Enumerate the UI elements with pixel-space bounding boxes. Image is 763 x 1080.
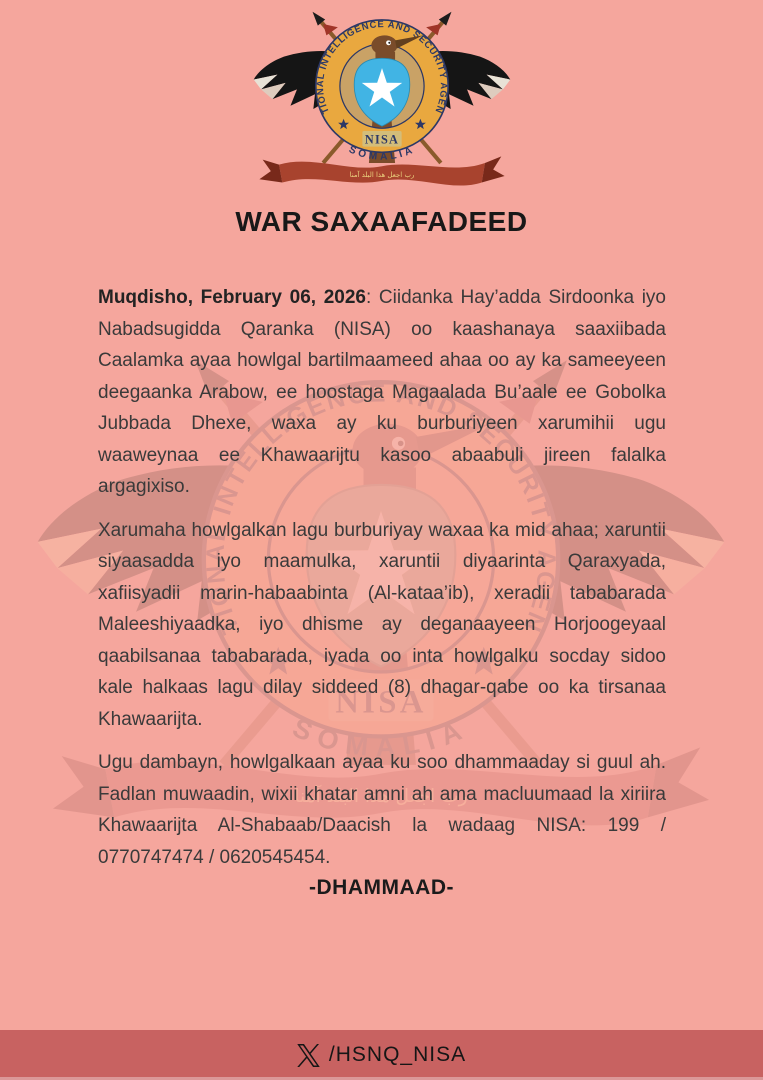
press-release-body (98, 282, 666, 885)
social-handle: /HSNQ_NISA (328, 1043, 467, 1066)
end-mark: -DHAMMAAD- (309, 876, 454, 899)
x-logo-icon (297, 1044, 320, 1067)
nisa-logo (251, 6, 513, 194)
page-title: WAR SAXAAFADEED (235, 206, 528, 237)
press-release-paragraph-1 (98, 282, 666, 503)
footer-bar (0, 1030, 763, 1080)
press-release-paragraph-2: Xarumaha howlgalkan lagu burburiyay waxaa ka mid ahaa; xaruntii siyaasadda iyo maamulka, xaruntii diyaarinta Qaraxyada, xafiisyadii marin-habaabinta (Al-kataa’ib), xeradii tababarada Maleeshiyaadka, iyo dhisme ay deganaayeen Horjoogeyaal qaabilsanaa tababarada, iyada oo inta howlgalku socday sidoo kale halkaas lagu dilay siddeed (8) dhagar-qabe oo ka tirsanaa Khawaarijta. (98, 519, 666, 730)
paragraph-1-text: : Ciidanka Hay’adda Sirdoonka iyo Nabadsugidda Qaranka (NISA) oo kaashanaya saaxiibada Caalamka ayaa howlgal bartilmaameed ahaa oo ay ka sameeyeen deegaanka Arabow, ee hoostaga Magaalada Bu’aale ee Gobolka Jubbada Dhexe, waxa ay ku burburiyeen xarumihii ugu waaweynaa ee Khawaarijtu kasoo abaabuli jireen falalka argagixiso. (98, 287, 666, 497)
dateline: Muqdisho, February 06, 2026 (98, 287, 366, 308)
press-release-paragraph-3: Ugu dambayn, howlgalkaan ayaa ku soo dhammaaday si guul ah. Fadlan muwaadin, wixii khatar amni ah ama macluumaad la xiriira Khawaarijta Al-Shabaab/Daacish la wadaag NISA: 199 / 0770747474 / 0620545454. (98, 752, 666, 868)
